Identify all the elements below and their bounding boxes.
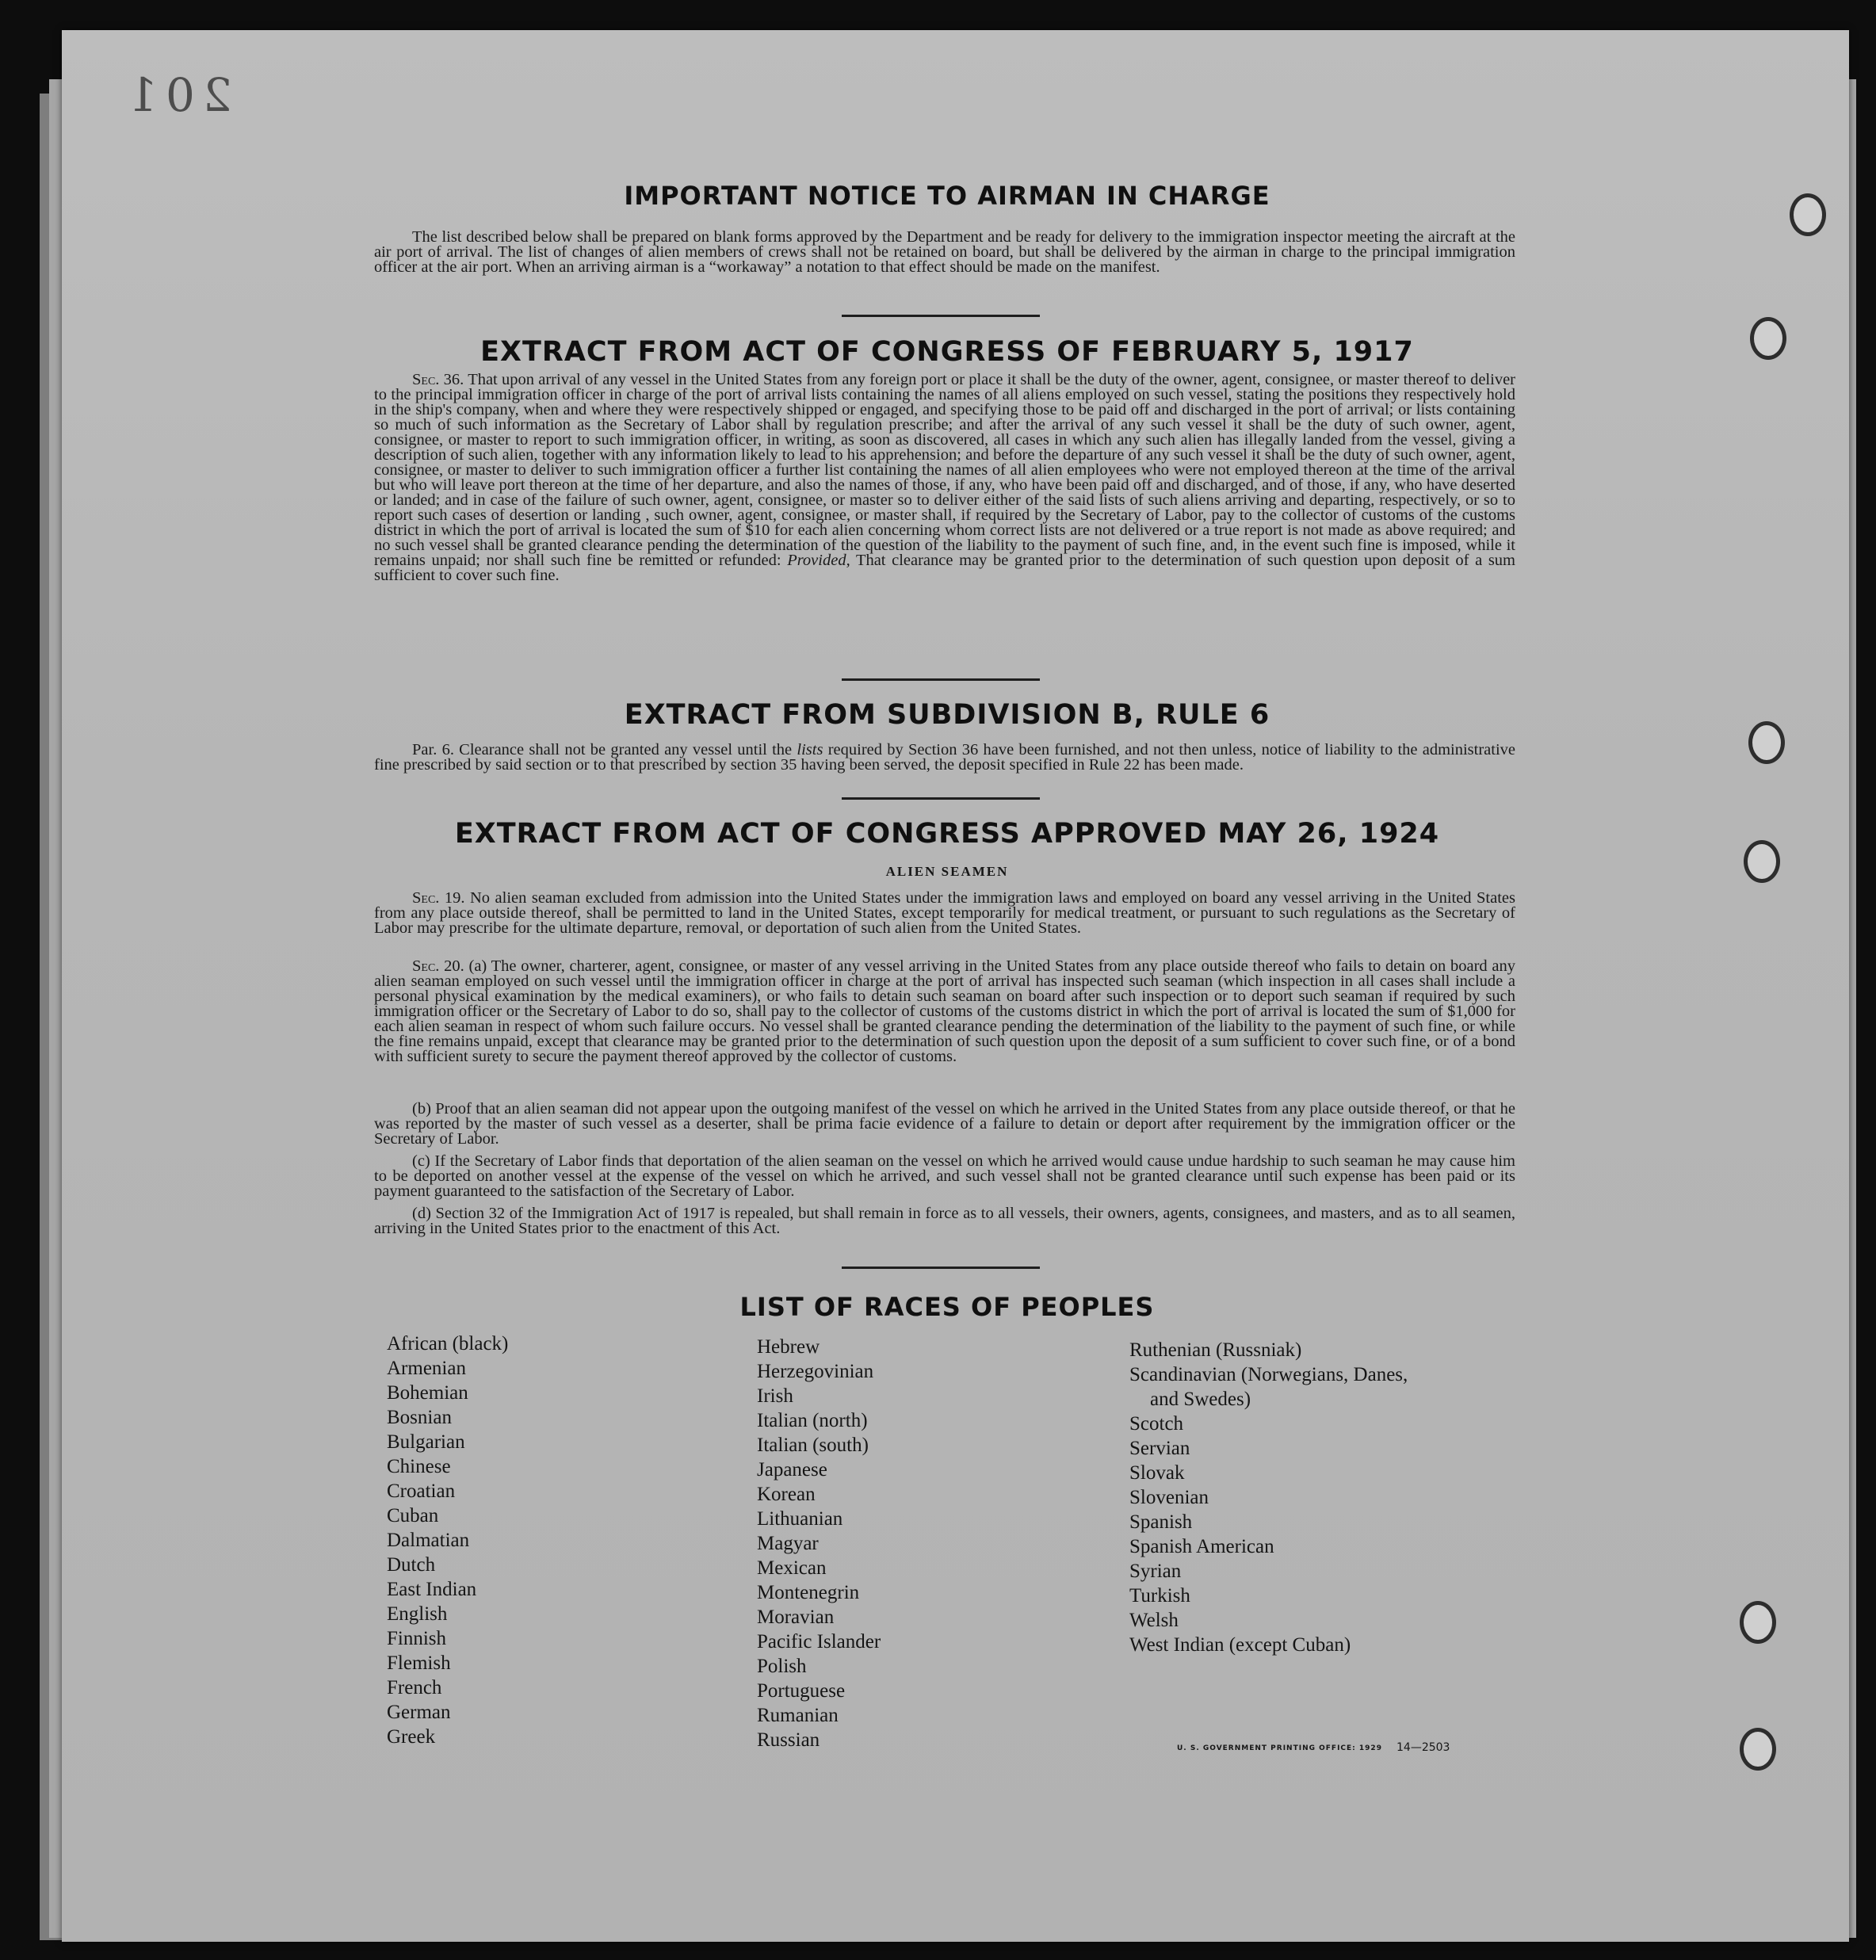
act-1917-title: EXTRACT FROM ACT OF CONGRESS OF FEBRUARY 5, 1917: [480, 336, 1414, 368]
form-number: 14—2503: [1396, 1741, 1450, 1754]
lists-word: lists: [797, 741, 823, 758]
section-label: Sec. 20.: [412, 957, 464, 975]
section-label: Sec. 19.: [412, 889, 465, 907]
sec-20a-text: [374, 959, 1515, 1064]
act-1917-body-end: That clearance may be granted prior to the determination of such question upon deposit of a sum sufficient to cover such fine.: [374, 552, 1515, 584]
race-item: Slovak: [1129, 1462, 1185, 1484]
section-label: Sec. 36.: [412, 371, 464, 388]
race-item: Portuguese: [757, 1680, 846, 1702]
race-item: English: [387, 1603, 448, 1625]
race-item: Dutch: [387, 1554, 436, 1576]
act-1917-body: That upon arrival of any vessel in the United States from any foreign port or place it shall be the duty of the owner, agent, consignee, or master thereof to deliver to the principal immigration officer in charge of the port of arrival lists containing the names of all aliens employed on such vessel, stating the positions they respectively hold in the ship's company, when and where they were respectively shipped or engaged, and specifying those to be paid off and discharged in the port of arrival; or lists containing so much of such information as the Secretary of Labor shall by regulation prescribe; and after the arrival of any such vessel it shall be the duty of such owner, agent, consignee, or master to report to such immigration officer, in writing, as soon as discovered, all cases in which any such alien has illegally landed from the vessel, giving a description of such alien, together with any information likely to lead to his apprehension; and before the departure of any such vessel it shall be the duty of such owner, agent, consignee, or master to deliver to such immigration officer a further list containing the names of all alien employees who were not employed thereon at the time of the arrival but who will leave port thereon at the time of her departure, and also the names of those, if any, who have been paid off and discharged, and of those, if any, who have deserted or landed; and in case of the failure of such owner, agent, consignee, or master so to deliver either of the said lists of such aliens arriving and departing, respectively, or so to report such cases of desertion or landing , such owner, agent, consignee, or master shall, if required by the Secretary of Labor, pay to the collector of customs of the customs district in which the port of arrival is located the sum of $10 for each alien concerning whom correct lists are not delivered or a true report is not made as above required; and no such vessel shall be granted clearance pending the determination of the question of the liability to the payment of such fine, and, in the event such fine is imposed, while it remains unpaid; nor shall such fine be remitted or refunded:: [374, 371, 1516, 569]
race-item: Armenian: [387, 1358, 466, 1379]
race-item: Japanese: [757, 1459, 827, 1481]
race-item: Herzegovinian: [757, 1361, 874, 1382]
notice-text: The list described below shall be prepared on blank forms approved by the Department and be ready for delivery to the immigration inspector meeting the aircraft at the air port of arrival. The list of changes of alien members of crews shall not be retained on board, but shall be delivered by the airman in charge to the principal immigration officer at the air port. When an arriving airman is a “workaway” a notation to that effect should be made on the manifest.: [374, 228, 1515, 276]
race-item-continuation: and Swedes): [1150, 1389, 1251, 1410]
race-item: Turkish: [1129, 1585, 1190, 1607]
binder-hole: [1790, 193, 1826, 236]
race-item: Chinese: [387, 1456, 451, 1477]
rule-6-body-a: Par. 6. Clearance shall not be granted any vessel until the: [412, 741, 793, 758]
races-column-1: [387, 1332, 508, 1749]
race-item: Croatian: [387, 1481, 456, 1502]
sec-19-body: No alien seaman excluded from admission into the United States under the immigration laws and employed on board any vessel arriving in the United States from any place outside thereof, shall be permitted to land in the United States, except temporarily for medical treatment, or pursuant to such regulations as the Secretary of Labor may prescribe for the ultimate departure, removal, or deportation of such alien from the United States.: [374, 889, 1515, 937]
race-item: Pacific Islander: [757, 1631, 881, 1652]
provided-label: Provided,: [787, 552, 850, 569]
notice-title: IMPORTANT NOTICE TO AIRMAN IN CHARGE: [624, 181, 1270, 211]
race-item: German: [387, 1702, 451, 1723]
binder-hole: [1740, 1601, 1776, 1644]
race-item: Irish: [757, 1385, 793, 1407]
race-item: Bosnian: [387, 1407, 452, 1428]
race-item: Montenegrin: [757, 1582, 860, 1603]
races-column-3-rest: [1129, 1412, 1408, 1657]
race-item: Magyar: [757, 1533, 819, 1554]
rule-6-title: EXTRACT FROM SUBDIVISION B, RULE 6: [624, 699, 1270, 731]
sec-20b-text: (b) Proof that an alien seaman did not appear upon the outgoing manifest of the vessel on which he arrived in the United States from any place outside thereof, or that he was reported by the master of such vessel as a deserter, shall be prima facie evidence of a failure to detain or deport after requirement by the immigration officer or the Secretary of Labor.: [374, 1100, 1515, 1148]
race-item: West Indian (except Cuban): [1129, 1634, 1351, 1656]
race-item: [1129, 1362, 1408, 1412]
act-1917-text: [374, 373, 1515, 583]
divider: [842, 1267, 1040, 1269]
binder-hole: [1740, 1728, 1776, 1771]
race-item: Italian (south): [757, 1435, 869, 1456]
binder-hole: [1744, 840, 1780, 883]
race-item: Greek: [387, 1726, 436, 1748]
race-item: Flemish: [387, 1652, 451, 1674]
race-item: Scotch: [1129, 1413, 1184, 1435]
binder-hole: [1750, 317, 1786, 360]
divider: [842, 797, 1040, 800]
race-item: Spanish American: [1129, 1536, 1274, 1557]
act-1924-title: EXTRACT FROM ACT OF CONGRESS APPROVED MAY 26, 1924: [454, 818, 1440, 850]
alien-seamen-subtitle: ALIEN SEAMEN: [885, 864, 1009, 879]
binder-hole: [1748, 721, 1785, 764]
race-item: Spanish: [1129, 1511, 1193, 1533]
race-item: Slovenian: [1129, 1487, 1209, 1508]
divider: [842, 678, 1040, 681]
race-item: Cuban: [387, 1505, 439, 1526]
races-column-2: [757, 1335, 881, 1752]
race-item: Servian: [1129, 1438, 1190, 1459]
printer-imprint: U. S. GOVERNMENT PRINTING OFFICE: 1929: [1177, 1744, 1382, 1752]
races-column-3: [1129, 1338, 1408, 1657]
race-item: Hebrew: [757, 1336, 820, 1358]
race-item-line: Scandinavian (Norwegians, Danes,: [1129, 1364, 1408, 1385]
race-item: Russian: [757, 1729, 820, 1751]
race-item: Lithuanian: [757, 1508, 843, 1530]
race-item: African (black): [387, 1333, 509, 1354]
race-item: Finnish: [387, 1628, 447, 1649]
race-item: Italian (north): [757, 1410, 868, 1431]
race-item: Korean: [757, 1484, 816, 1505]
page-number: 201: [120, 68, 232, 122]
race-item: Welsh: [1129, 1610, 1179, 1631]
race-item: Rumanian: [757, 1705, 839, 1726]
race-item: Polish: [757, 1656, 807, 1677]
race-item: Syrian: [1129, 1561, 1182, 1582]
race-item: Bulgarian: [387, 1431, 465, 1453]
sec-20a-body: (a) The owner, charterer, agent, consignee, or master of any vessel arriving in the United States from any place outside thereof who fails to detain on board any alien seaman employed on such vessel until the immigration officer in charge at the port of arrival has inspected such seaman (which inspection in all cases shall include a personal physical examination by the medical examiners), or who fails to detain such seaman on board after such inspection or to deport such seaman if required by such immigration officer or the Secretary of Labor to do so, shall pay to the collector of customs of the customs district in which the port of arrival is located the sum of $1,000 for each alien seaman in respect of whom such failure occurs. No vessel shall be granted clearance pending the determination of the liability to the payment of such fine, or while the fine remains unpaid, except that clearance may be granted prior to the determination of such question upon the deposit of a sum sufficient to cover such fine, or of a bond with sufficient surety to secure the payment thereof approved by the collector of customs.: [374, 957, 1516, 1065]
races-title: LIST OF RACES OF PEOPLES: [739, 1292, 1155, 1322]
race-item: French: [387, 1677, 442, 1698]
race-item: Bohemian: [387, 1382, 468, 1404]
race-item: East Indian: [387, 1579, 477, 1600]
sec-20c-text: (c) If the Secretary of Labor finds that deportation of the alien seaman on the vessel on which he arrived would cause undue hardship to such seaman he may cause him to be deported on another vessel at the expense of the vessel on which he arrived, and such vessel shall not be granted clearance until such expense has been paid or its payment guaranteed to the satisfaction of the Secretary of Labor.: [374, 1152, 1515, 1200]
race-item: Moravian: [757, 1607, 835, 1628]
race-item: Dalmatian: [387, 1530, 470, 1551]
race-item: Ruthenian (Russniak): [1129, 1339, 1302, 1361]
rule-6-text: [374, 743, 1515, 773]
sec-20d-text: (d) Section 32 of the Immigration Act of 1917 is repealed, but shall remain in force as to all vessels, their owners, agents, consignees, and masters, and as to all seamen, arriving in the United States prior to the enactment of this Act.: [374, 1205, 1515, 1237]
divider: [842, 315, 1040, 317]
sec-19-text: [374, 891, 1515, 936]
race-item: Mexican: [757, 1557, 827, 1579]
rule-6-body-b: required by Section 36 have been furnished, and not then unless, notice of liability to the administrative fine prescribed by said section or to that prescribed by section 35 having been served, the deposit specified in Rule 22 has been made.: [374, 741, 1516, 774]
